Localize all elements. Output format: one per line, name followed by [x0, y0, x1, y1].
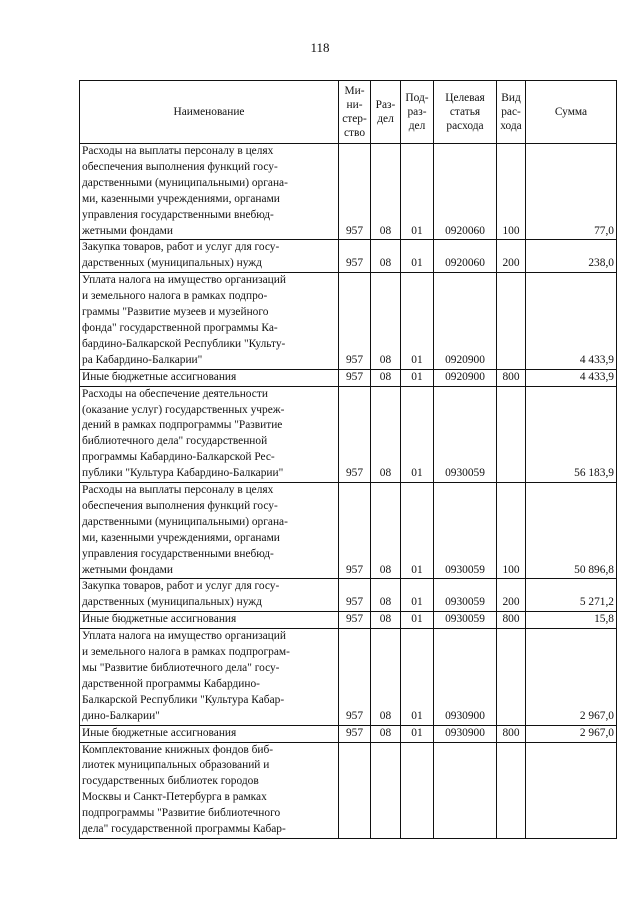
- cell-sum: 4 433,9: [526, 273, 617, 369]
- cell-section: 08: [371, 579, 401, 612]
- cell-subsection: [401, 742, 434, 838]
- header-ministry-text: Ми- ни- стер- ство: [342, 85, 367, 139]
- header-section: [371, 81, 401, 144]
- cell-subsection: 01: [401, 369, 434, 386]
- row-name-text: Уплата налога на имущество организаций и земельного налога в рамках подпрограм- мы "Развитие библиотечного дела" госу- дарственной программы Кабардино- Балкарской Республики "Культура Кабар- дино-Балкарии": [82, 630, 290, 722]
- cell-ministry: 957: [339, 144, 371, 240]
- row-name-text: Расходы на обеспечение деятельности (оказание услуг) государственных учреж- дений в рамках подпрограммы "Развитие библиотечного дела" государственной программы Кабардино-Балкарской Рес- публики "Культура Кабардино-Балкарии": [82, 387, 285, 480]
- row-name-text: Расходы на выплаты персоналу в целях обеспечения выполнения функций госу- дарственными (муниципальными) органа- ми, казенными учреждениями, органами управления государственными внебюд- жетными фондами: [82, 484, 288, 576]
- cell-ministry: 957: [339, 629, 371, 725]
- header-target-text: Целевая статья расхода: [445, 92, 485, 132]
- cell-name: [80, 742, 339, 838]
- cell-section: 08: [371, 240, 401, 273]
- row-name-text: Иные бюджетные ассигнования: [82, 370, 237, 383]
- cell-ministry: 957: [339, 386, 371, 482]
- table-row: [80, 612, 617, 629]
- cell-target: 0930900: [434, 725, 497, 742]
- cell-exp-type: [497, 386, 526, 482]
- cell-section: 08: [371, 629, 401, 725]
- cell-section: 08: [371, 273, 401, 369]
- cell-section: 08: [371, 483, 401, 579]
- table-row: [80, 144, 617, 240]
- cell-subsection: 01: [401, 483, 434, 579]
- cell-name: [80, 579, 339, 612]
- cell-target: [434, 742, 497, 838]
- cell-name: [80, 629, 339, 725]
- cell-ministry: 957: [339, 483, 371, 579]
- header-ministry: [339, 81, 371, 144]
- cell-subsection: 01: [401, 386, 434, 482]
- header-subsection: [401, 81, 434, 144]
- cell-exp-type: [497, 742, 526, 838]
- cell-ministry: 957: [339, 240, 371, 273]
- cell-target: 0920900: [434, 273, 497, 369]
- cell-section: 08: [371, 386, 401, 482]
- cell-ministry: [339, 742, 371, 838]
- header-target: [434, 81, 497, 144]
- cell-sum: 50 896,8: [526, 483, 617, 579]
- table-row: [80, 483, 617, 579]
- cell-exp-type: 200: [497, 579, 526, 612]
- cell-target: 0930059: [434, 386, 497, 482]
- cell-exp-type: [497, 629, 526, 725]
- cell-section: 08: [371, 725, 401, 742]
- cell-name: [80, 612, 339, 629]
- cell-sum: 77,0: [526, 144, 617, 240]
- cell-subsection: 01: [401, 240, 434, 273]
- cell-exp-type: [497, 273, 526, 369]
- cell-target: 0930059: [434, 483, 497, 579]
- cell-exp-type: 800: [497, 725, 526, 742]
- row-name-text: Комплектование книжных фондов биб- лиотек муниципальных образований и государственных библиотек городов Москвы и Санкт-Петербурга в рамках подпрограммы "Развитие библиотечного дела" государственной программы Кабар-: [82, 743, 286, 836]
- row-name-text: Иные бюджетные ассигнования: [82, 726, 237, 739]
- cell-target: 0930059: [434, 579, 497, 612]
- header-name: Наименование: [80, 81, 339, 144]
- budget-table: [79, 80, 617, 839]
- cell-sum: [526, 742, 617, 838]
- cell-sum: 4 433,9: [526, 369, 617, 386]
- cell-subsection: 01: [401, 612, 434, 629]
- header-row: [80, 81, 617, 144]
- cell-sum: 56 183,9: [526, 386, 617, 482]
- cell-ministry: 957: [339, 725, 371, 742]
- row-name-text: Закупка товаров, работ и услуг для госу- дарственных (муниципальных) нужд: [82, 580, 280, 609]
- table-row: [80, 725, 617, 742]
- cell-ministry: 957: [339, 579, 371, 612]
- cell-section: 08: [371, 612, 401, 629]
- cell-name: [80, 483, 339, 579]
- header-subsection-text: Под- раз- дел: [405, 92, 429, 132]
- cell-target: 0930900: [434, 629, 497, 725]
- header-sum: Сумма: [526, 81, 617, 144]
- cell-exp-type: 100: [497, 144, 526, 240]
- row-name-text: Закупка товаров, работ и услуг для госу- дарственных (муниципальных) нужд: [82, 241, 280, 270]
- cell-target: 0920060: [434, 144, 497, 240]
- table-row: [80, 369, 617, 386]
- row-name-text: Иные бюджетные ассигнования: [82, 613, 237, 626]
- cell-exp-type: 800: [497, 612, 526, 629]
- cell-name: [80, 725, 339, 742]
- cell-ministry: 957: [339, 612, 371, 629]
- cell-subsection: 01: [401, 273, 434, 369]
- cell-exp-type: 100: [497, 483, 526, 579]
- cell-section: 08: [371, 144, 401, 240]
- table-row: [80, 629, 617, 725]
- cell-section: 08: [371, 369, 401, 386]
- table-row: [80, 386, 617, 482]
- table-body: [80, 144, 617, 839]
- cell-target: 0920900: [434, 369, 497, 386]
- header-exp-type: [497, 81, 526, 144]
- row-name-text: Расходы на выплаты персоналу в целях обеспечения выполнения функций госу- дарственными (муниципальными) органа- ми, казенными учреждениями, органами управления государственными внебюд- жетными фондами: [82, 145, 288, 237]
- table-row: [80, 273, 617, 369]
- cell-sum: 238,0: [526, 240, 617, 273]
- cell-target: 0920060: [434, 240, 497, 273]
- cell-subsection: 01: [401, 579, 434, 612]
- table-row: [80, 742, 617, 838]
- table-row: [80, 240, 617, 273]
- cell-sum: 5 271,2: [526, 579, 617, 612]
- cell-target: 0930059: [434, 612, 497, 629]
- cell-sum: 15,8: [526, 612, 617, 629]
- cell-subsection: 01: [401, 144, 434, 240]
- cell-sum: 2 967,0: [526, 725, 617, 742]
- cell-name: [80, 369, 339, 386]
- cell-exp-type: 200: [497, 240, 526, 273]
- cell-subsection: 01: [401, 725, 434, 742]
- cell-exp-type: 800: [497, 369, 526, 386]
- table-row: [80, 579, 617, 612]
- header-exp-type-text: Вид рас- хода: [500, 92, 522, 132]
- cell-name: [80, 386, 339, 482]
- cell-sum: 2 967,0: [526, 629, 617, 725]
- header-section-text: Раз- дел: [375, 99, 396, 125]
- cell-name: [80, 144, 339, 240]
- cell-ministry: 957: [339, 273, 371, 369]
- cell-name: [80, 240, 339, 273]
- cell-section: [371, 742, 401, 838]
- cell-name: [80, 273, 339, 369]
- row-name-text: Уплата налога на имущество организаций и земельного налога в рамках подпро- граммы "Развитие музеев и музейного фонда" государственной программы Ка- бардино-Балкарской Республики "Культу- ра Кабардино-Балкарии": [82, 274, 286, 366]
- page-number: 118: [310, 40, 330, 55]
- cell-subsection: 01: [401, 629, 434, 725]
- cell-ministry: 957: [339, 369, 371, 386]
